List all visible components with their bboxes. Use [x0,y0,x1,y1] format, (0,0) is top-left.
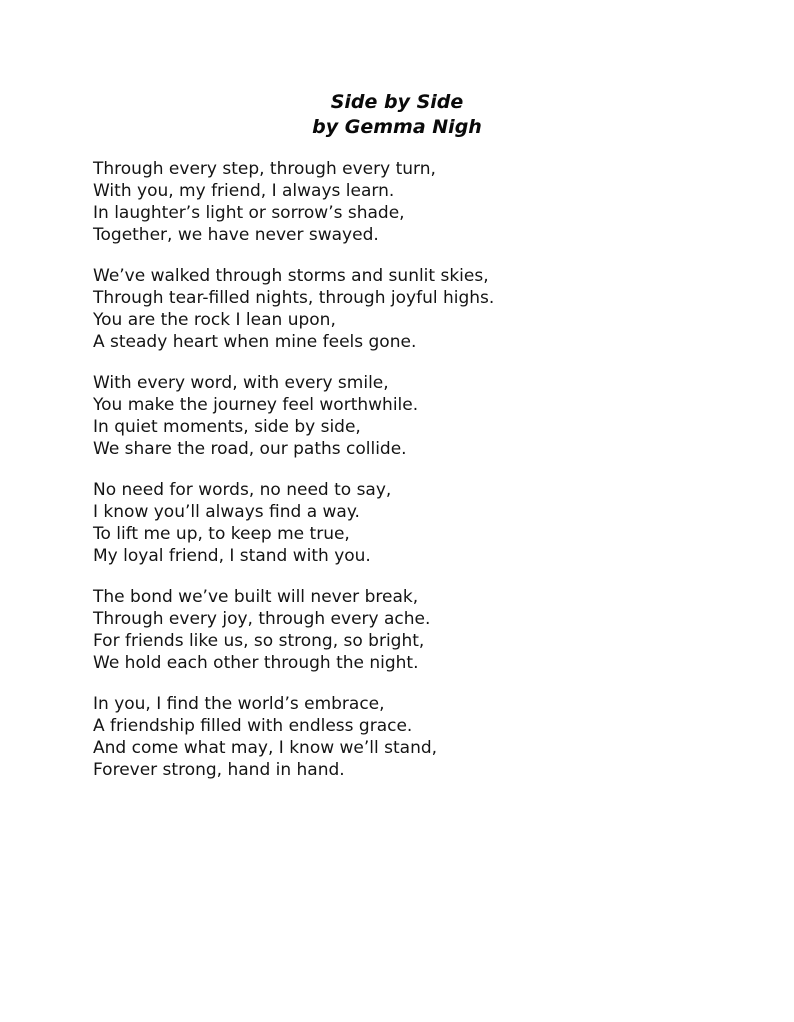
stanza-1 [93,158,753,246]
poem-line: My loyal friend, I stand with you. [93,546,371,566]
poem-title: Side by Side [330,91,464,113]
poem-line: A friendship filled with endless grace. [93,716,413,736]
stanza-2 [93,265,753,353]
stanza-6 [93,693,753,781]
poem-line: Through tear-filled nights, through joyful highs. [93,288,495,308]
title-block [0,90,794,140]
poem-line: No need for words, no need to say, [93,480,392,500]
poem-line: For friends like us, so strong, so bright, [93,631,425,651]
poem-line: In laughter’s light or sorrow’s shade, [93,203,405,223]
stanza-5 [93,586,753,674]
poem-line: With you, my friend, I always learn. [93,181,395,201]
poem-line: We share the road, our paths collide. [93,439,407,459]
poem-line: Through every step, through every turn, [93,159,436,179]
poem-line: You make the journey feel worthwhile. [93,395,419,415]
poem-line: I know you’ll always find a way. [93,502,360,522]
poem-line: We’ve walked through storms and sunlit skies, [93,266,489,286]
poem-line: Together, we have never swayed. [93,225,379,245]
poem-line: In quiet moments, side by side, [93,417,361,437]
poem-line: With every word, with every smile, [93,373,389,393]
poem-line: A steady heart when mine feels gone. [93,332,417,352]
poem-line: Forever strong, hand in hand. [93,760,345,780]
stanza-4 [93,479,753,567]
poem-line: You are the rock I lean upon, [93,310,336,330]
poem-line: Through every joy, through every ache. [93,609,431,629]
stanza-3 [93,372,753,460]
poem-byline: by Gemma Nigh [312,116,482,138]
poem-body [93,158,753,800]
poem-line: And come what may, I know we’ll stand, [93,738,438,758]
poem-line: The bond we’ve built will never break, [93,587,419,607]
poem-line: We hold each other through the night. [93,653,419,673]
poem-line: In you, I find the world’s embrace, [93,694,385,714]
poem-line: To lift me up, to keep me true, [93,524,350,544]
